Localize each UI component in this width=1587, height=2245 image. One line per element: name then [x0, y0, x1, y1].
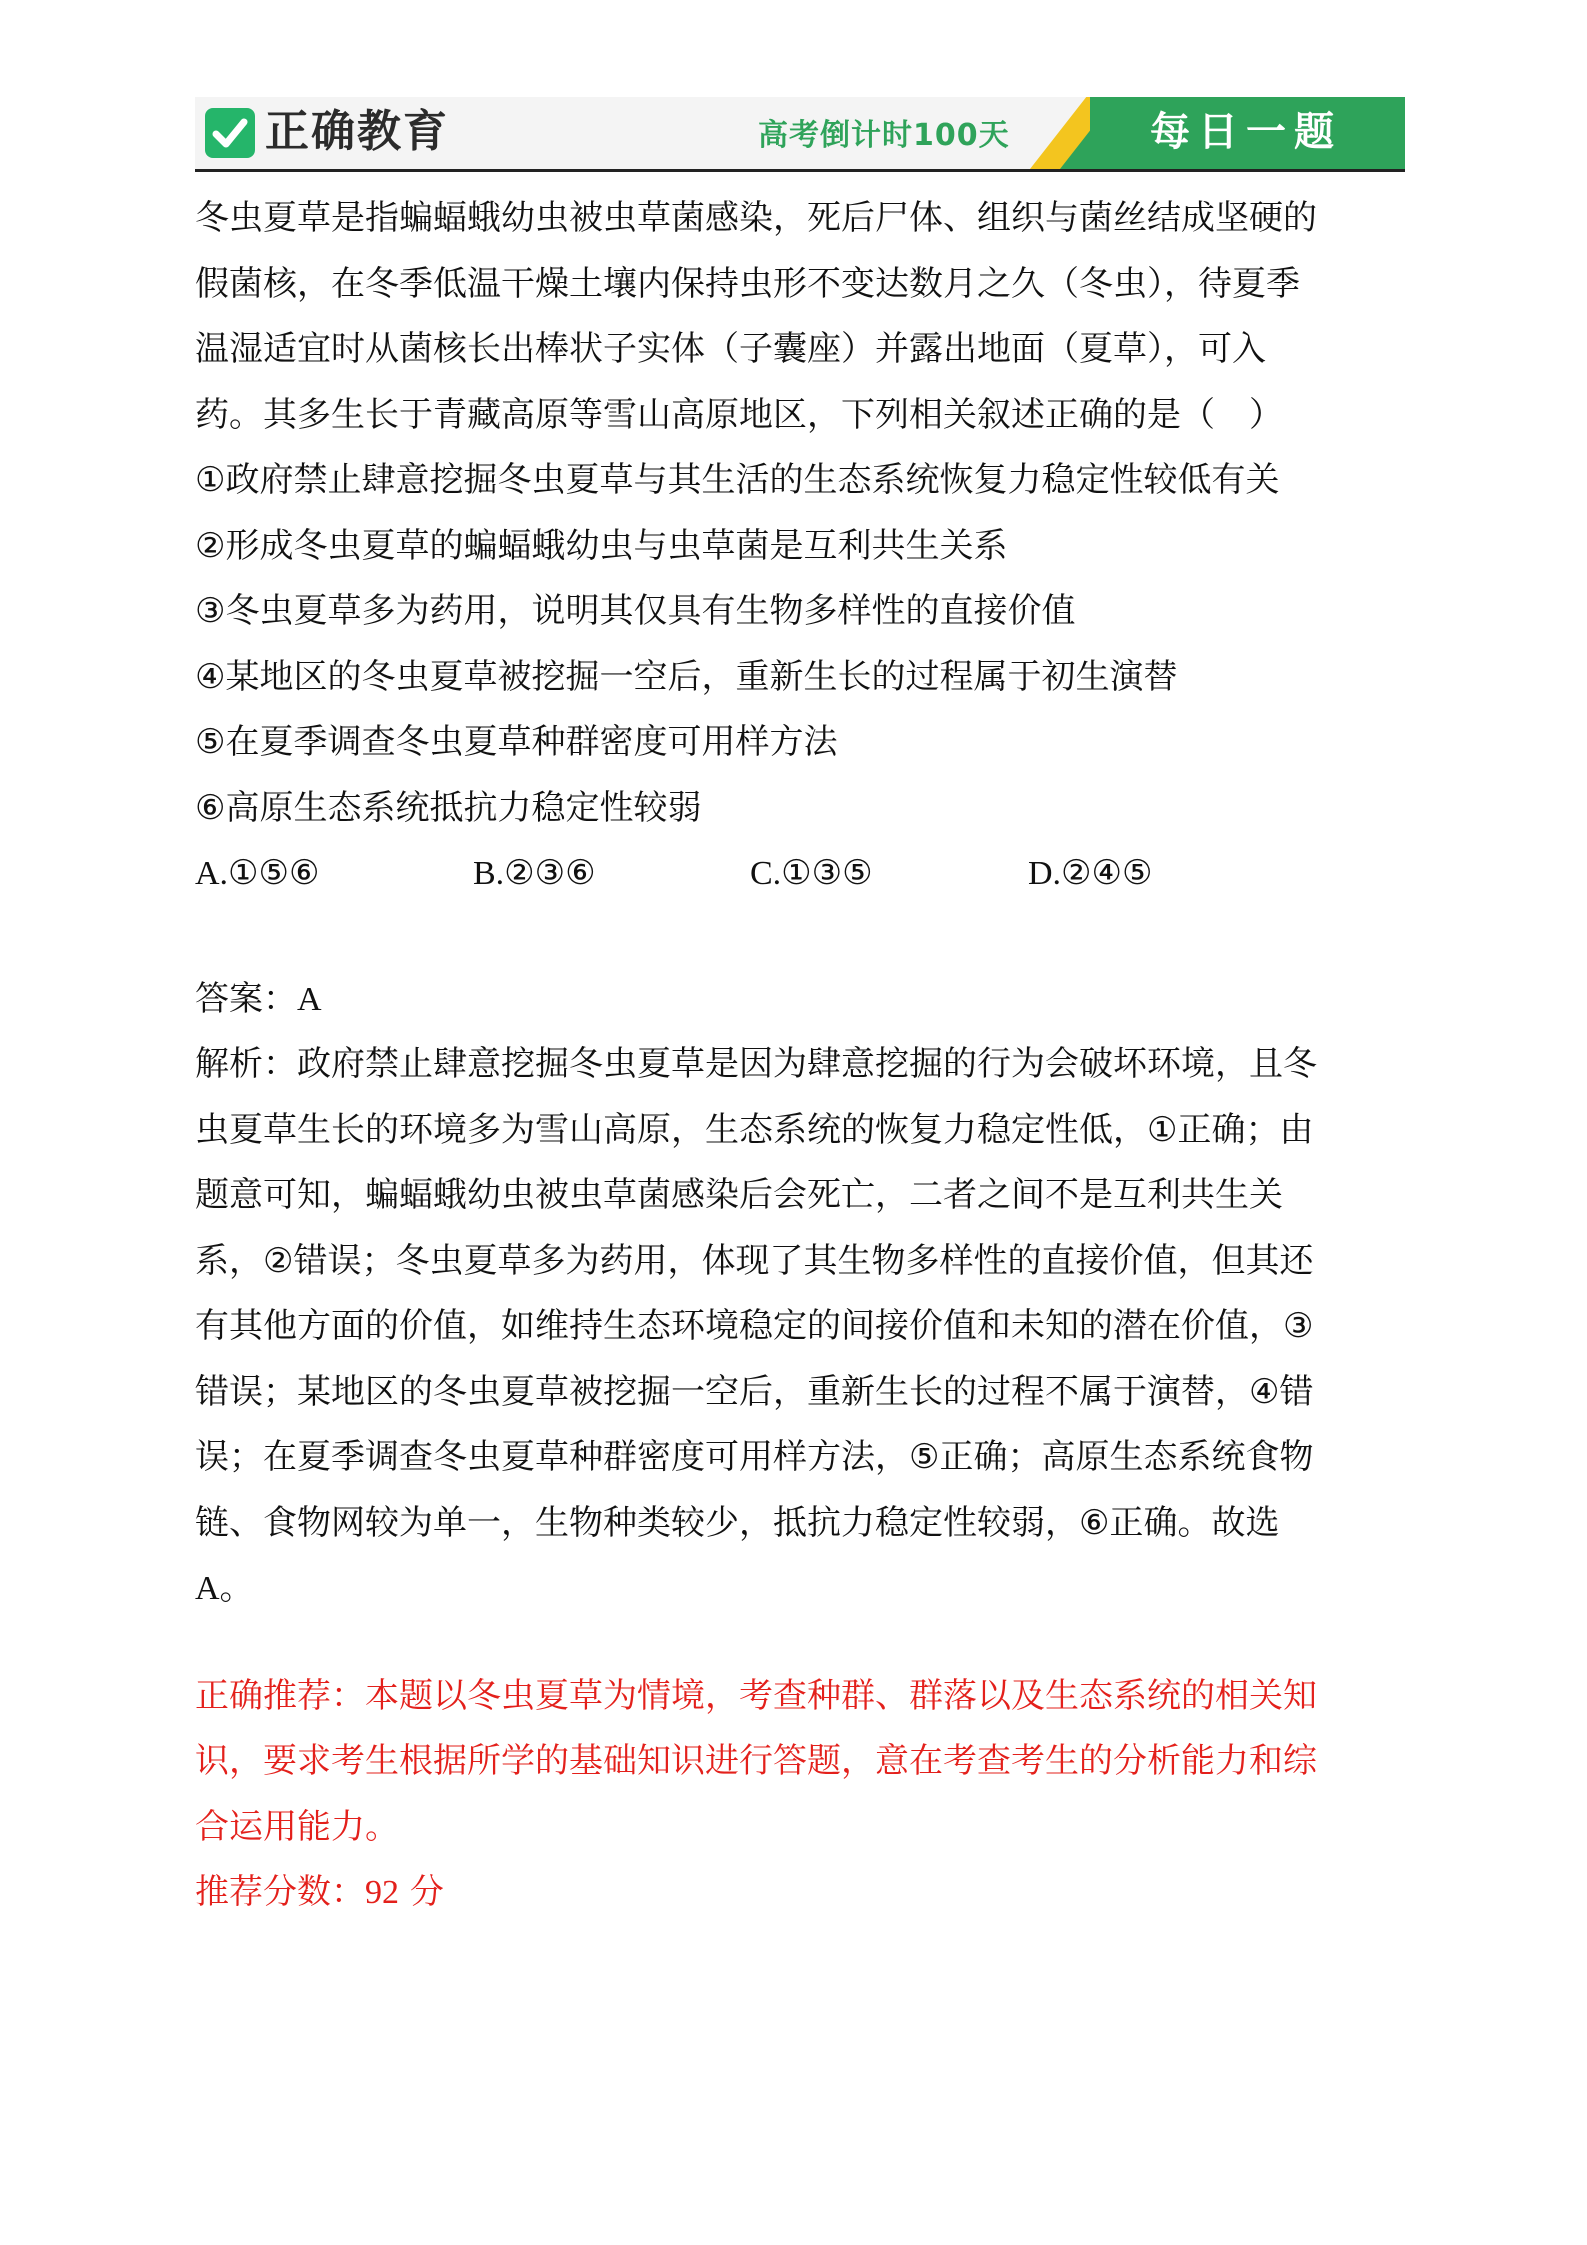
- recommended-score: [195, 1860, 1410, 1926]
- answer-value: A: [297, 980, 322, 1018]
- check-icon: [205, 108, 255, 158]
- answer-label: 答案：: [195, 978, 297, 1019]
- analysis-line: 解析：政府禁止肆意挖掘冬虫夏草是因为肆意挖掘的行为会破坏环境，且冬: [195, 1044, 1317, 1084]
- analysis-block: [195, 1032, 1410, 1622]
- analysis-line: 题意可知，蝙蝠蛾幼虫被虫草菌感染后会死亡，二者之间不是互利共生关: [195, 1175, 1283, 1215]
- recommendation-block: [195, 1664, 1410, 1926]
- recommendation-line: 识，要求考生根据所学的基础知识进行答题，意在考查考生的分析能力和综: [195, 1741, 1317, 1781]
- analysis-line: 系，②错误；冬虫夏草多为药用，体现了其生物多样性的直接价值，但其还: [195, 1240, 1314, 1281]
- score-value: 92: [365, 1874, 399, 1911]
- analysis-line: 虫夏草生长的环境多为雪山高原，生态系统的恢复力稳定性低，①正确；由: [195, 1109, 1314, 1150]
- option-a: A.①⑤⑥: [195, 855, 320, 892]
- document-body: [195, 186, 1410, 1926]
- statement-item: ①政府禁止肆意挖掘冬虫夏草与其生活的生态系统恢复力稳定性较低有关: [195, 460, 1280, 500]
- spacer: [195, 907, 1410, 967]
- answer-options: [195, 841, 1410, 907]
- analysis-line: 有其他方面的价值，如维持生态环境稳定的间接价值和未知的潜在价值，③: [195, 1306, 1314, 1346]
- stem-line: 药。其多生长于青藏高原等雪山高原地区，下列相关叙述正确的是（ ）: [195, 394, 1283, 435]
- answer-line: [195, 967, 1410, 1033]
- daily-question-tag: 每日一题: [1150, 109, 1342, 155]
- analysis-line: A。: [195, 1570, 254, 1607]
- brand-logo-text: 正确教育: [265, 106, 449, 157]
- option-b: B.②③⑥: [473, 855, 596, 892]
- statement-item: ③冬虫夏草多为药用，说明其仅具有生物多样性的直接价值: [195, 591, 1076, 631]
- analysis-line: 误；在夏季调查冬虫夏草种群密度可用样方法，⑤正确；高原生态系统食物: [195, 1437, 1314, 1477]
- score-unit: 分: [409, 1872, 444, 1912]
- countdown-text: 高考倒计时100天: [758, 118, 1010, 153]
- stem-line: 冬虫夏草是指蝙蝠蛾幼虫被虫草菌感染，死后尸体、组织与菌丝结成坚硬的: [195, 198, 1317, 238]
- statement-item: ⑥高原生态系统抵抗力稳定性较弱: [195, 787, 702, 828]
- recommendation-line: 正确推荐：本题以冬虫夏草为情境，考查种群、群落以及生态系统的相关知: [195, 1675, 1317, 1716]
- statement-item: ④某地区的冬虫夏草被挖掘一空后，重新生长的过程属于初生演替: [195, 656, 1178, 697]
- option-c: C.①③⑤: [750, 855, 873, 892]
- spacer: [195, 1622, 1410, 1664]
- stem-line: 温湿适宜时从菌核长出棒状子实体（子囊座）并露出地面（夏草），可入: [195, 329, 1266, 369]
- stem-line: 假菌核，在冬季低温干燥土壤内保持虫形不变达数月之久（冬虫），待夏季: [195, 263, 1300, 304]
- score-label: 推荐分数：: [195, 1872, 365, 1912]
- analysis-line: 链、食物网较为单一，生物种类较少，抵抗力稳定性较弱，⑥正确。故选: [195, 1502, 1280, 1543]
- statement-list: [195, 448, 1410, 841]
- statement-item: ⑤在夏季调查冬虫夏草种群密度可用样方法: [195, 722, 838, 762]
- recommendation-line: 合运用能力。: [195, 1806, 399, 1847]
- header-divider: [195, 169, 1405, 172]
- statement-item: ②形成冬虫夏草的蝙蝠蛾幼虫与虫草菌是互利共生关系: [195, 525, 1008, 566]
- question-stem: [195, 186, 1410, 448]
- option-d: D.②④⑤: [1028, 855, 1153, 892]
- analysis-line: 错误；某地区的冬虫夏草被挖掘一空后，重新生长的过程不属于演替，④错: [195, 1371, 1314, 1412]
